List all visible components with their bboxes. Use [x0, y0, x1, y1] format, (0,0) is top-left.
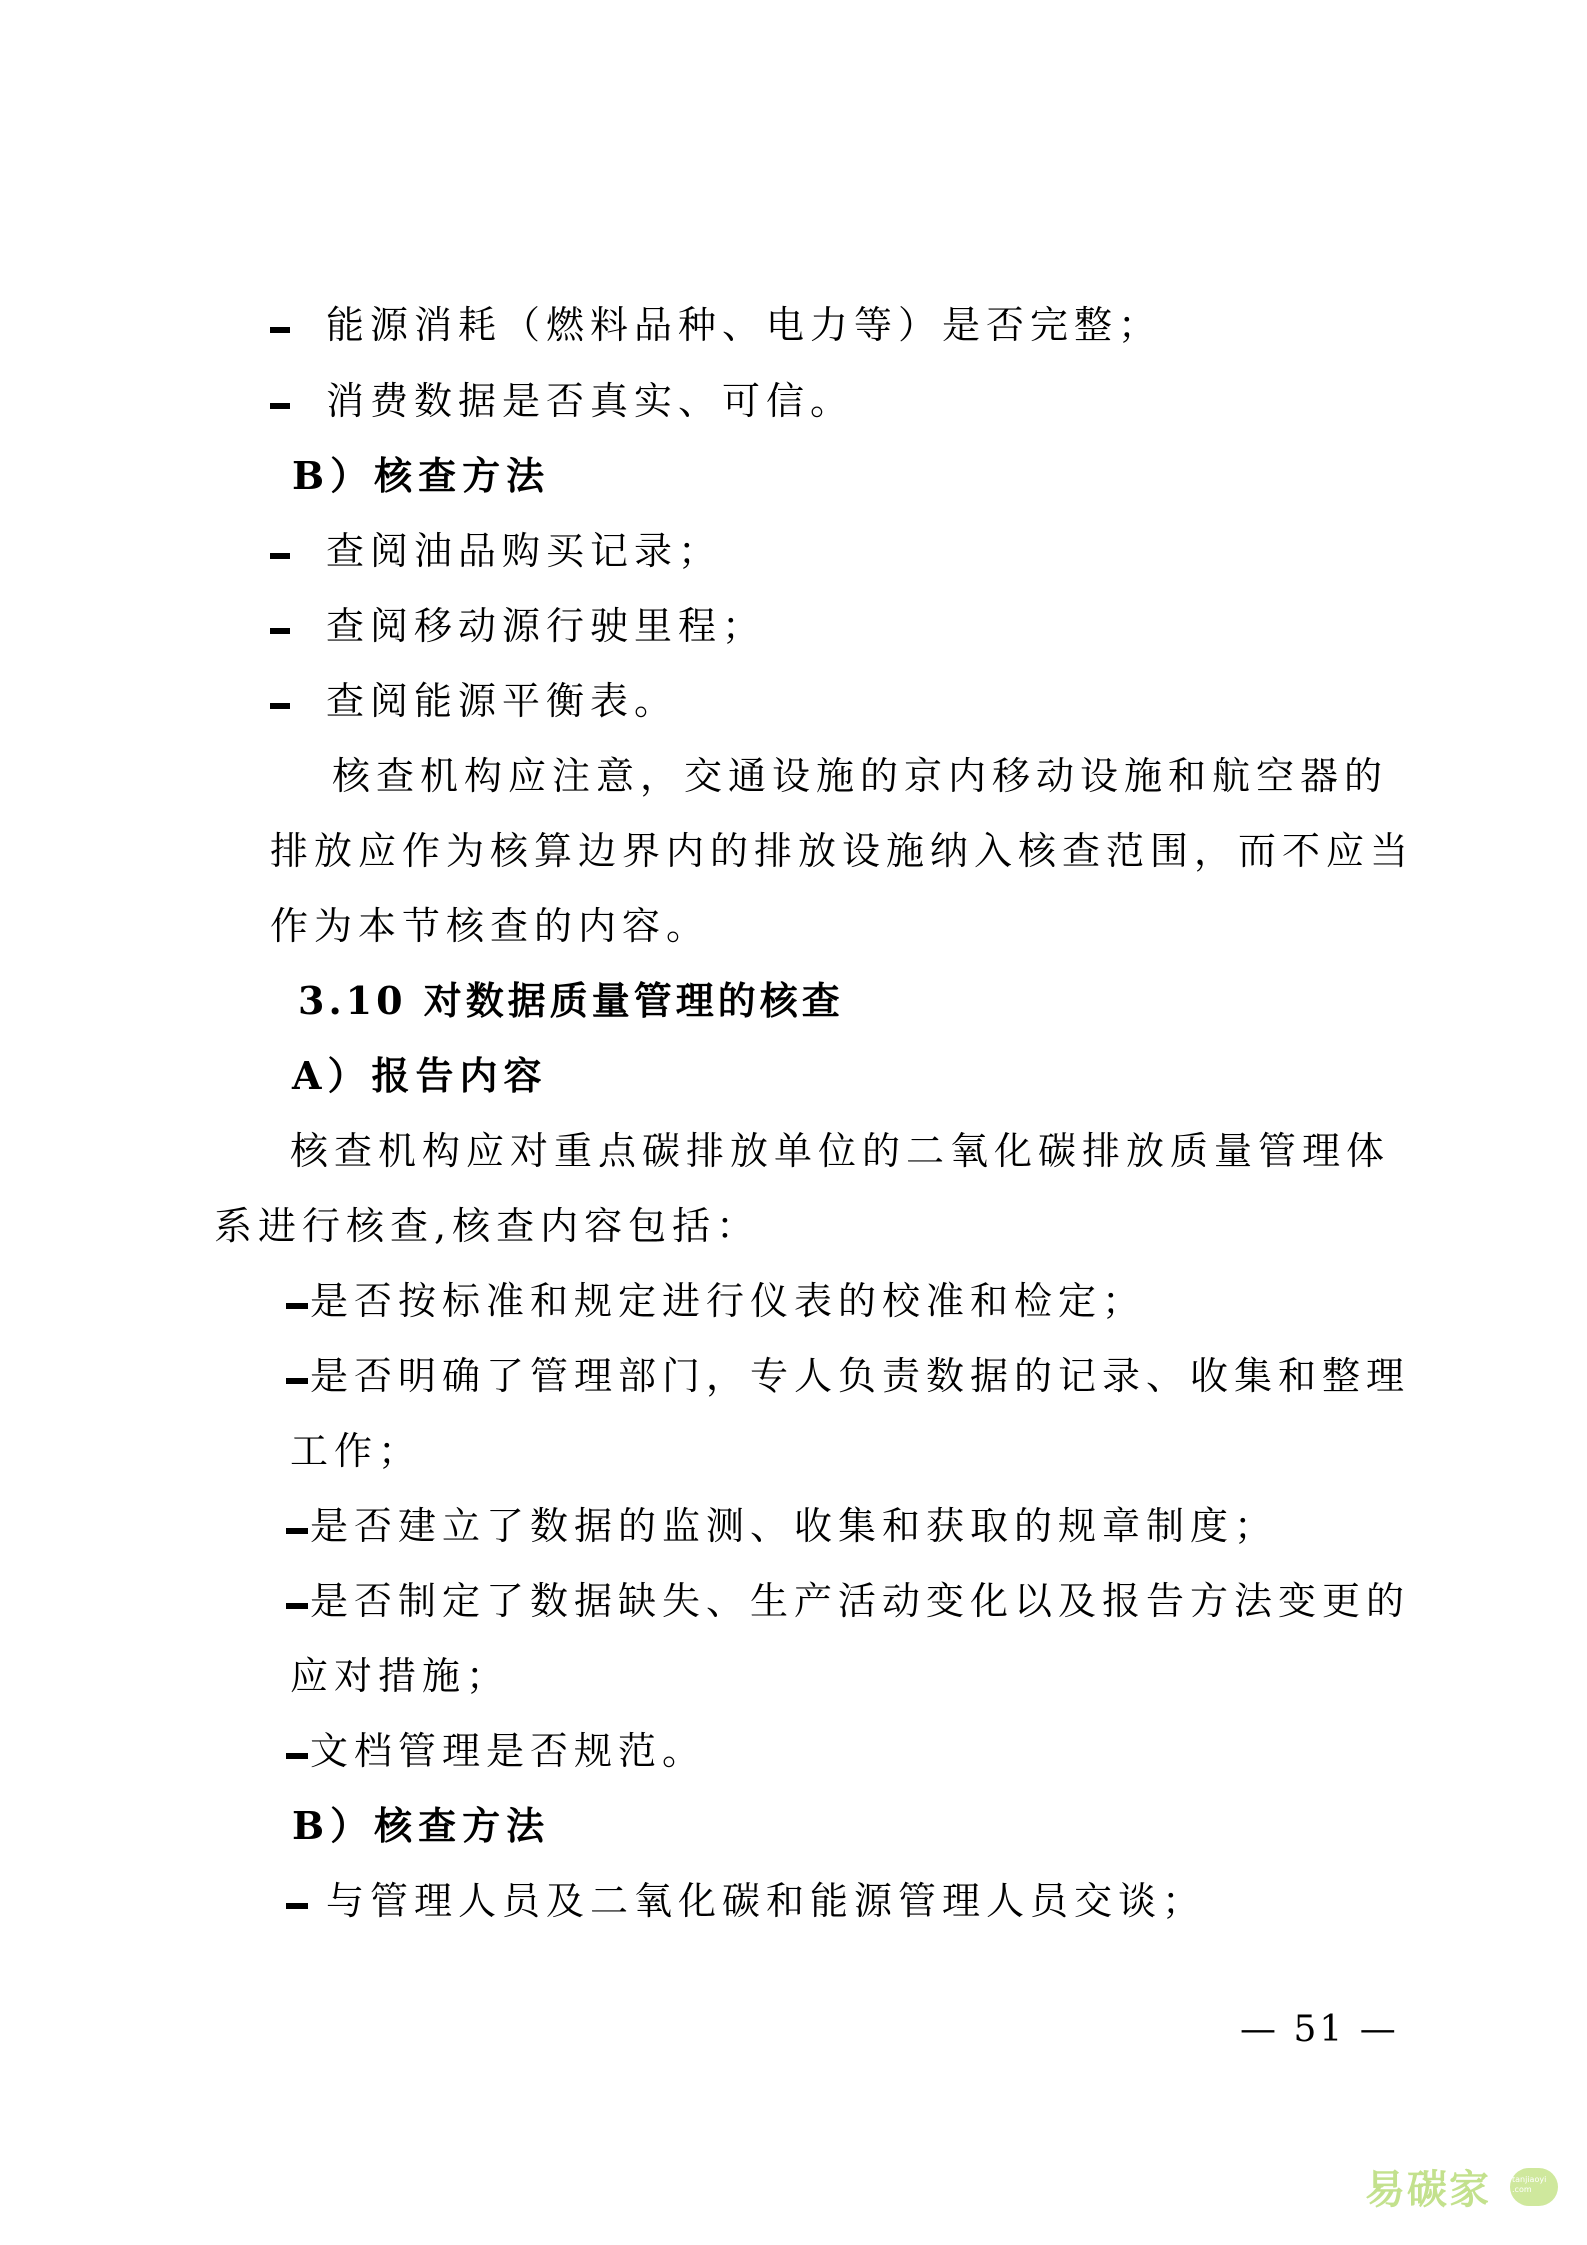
bullet-item: 是否明确了管理部门，专人负责数据的记录、收集和整理	[310, 1354, 1411, 1398]
bullet-item: 是否建立了数据的监测、收集和获取的规章制度；	[310, 1504, 1279, 1548]
watermark-logo	[1365, 2150, 1565, 2220]
watermark-text: 易碳家	[1365, 2167, 1491, 2213]
paragraph-line: 排放应作为核算边界内的排放设施纳入核查范围，而不应当	[270, 829, 1415, 873]
paragraph-line: 核查机构应注意，交通设施的京内移动设施和航空器的	[332, 754, 1389, 798]
paragraph-line: 作为本节核查的内容。	[270, 904, 711, 948]
bullet-item: 文档管理是否规范。	[310, 1729, 707, 1773]
paragraph-line: 核查机构应对重点碳排放单位的二氧化碳排放质量管理体	[290, 1129, 1391, 1173]
bullet-item-continued: 工作；	[290, 1429, 423, 1473]
page-number: — 51 —	[1240, 2009, 1399, 2050]
bullet-item: 能源消耗（燃料品种、电力等）是否完整；	[326, 303, 1163, 347]
bullet-dash	[286, 1903, 308, 1909]
bullet-dash	[270, 553, 290, 559]
bullet-item: 是否按标准和规定进行仪表的校准和检定；	[310, 1279, 1147, 1323]
bullet-dash	[286, 1303, 308, 1309]
subsection-heading: A）报告内容	[292, 1053, 548, 1098]
bullet-item: 与管理人员及二氧化碳和能源管理人员交谈；	[326, 1879, 1207, 1923]
section-heading: B）核查方法	[292, 453, 551, 498]
watermark-domain: tanjiaoyi .com	[1512, 2175, 1547, 2194]
paragraph-line: 系进行核查,核查内容包括：	[214, 1204, 761, 1248]
bullet-dash	[270, 327, 290, 333]
bullet-dash	[286, 1378, 308, 1384]
section-heading: B）核查方法	[292, 1803, 551, 1848]
bullet-item: 查阅油品购买记录；	[326, 529, 723, 573]
bullet-item-continued: 应对措施；	[290, 1654, 511, 1698]
bullet-dash	[270, 703, 290, 709]
bullet-dash	[270, 628, 290, 634]
bullet-item: 查阅移动源行驶里程；	[326, 604, 767, 648]
bullet-item: 查阅能源平衡表。	[326, 679, 679, 723]
bullet-dash	[286, 1528, 308, 1534]
bullet-dash	[286, 1603, 308, 1609]
section-heading: 3.10 对数据质量管理的核查	[298, 978, 844, 1023]
bullet-dash	[270, 403, 290, 409]
watermark-domain-badge	[1510, 2168, 1558, 2206]
bullet-item: 是否制定了数据缺失、生产活动变化以及报告方法变更的	[310, 1579, 1411, 1623]
bullet-dash	[286, 1753, 308, 1759]
bullet-item: 消费数据是否真实、可信。	[326, 379, 855, 423]
